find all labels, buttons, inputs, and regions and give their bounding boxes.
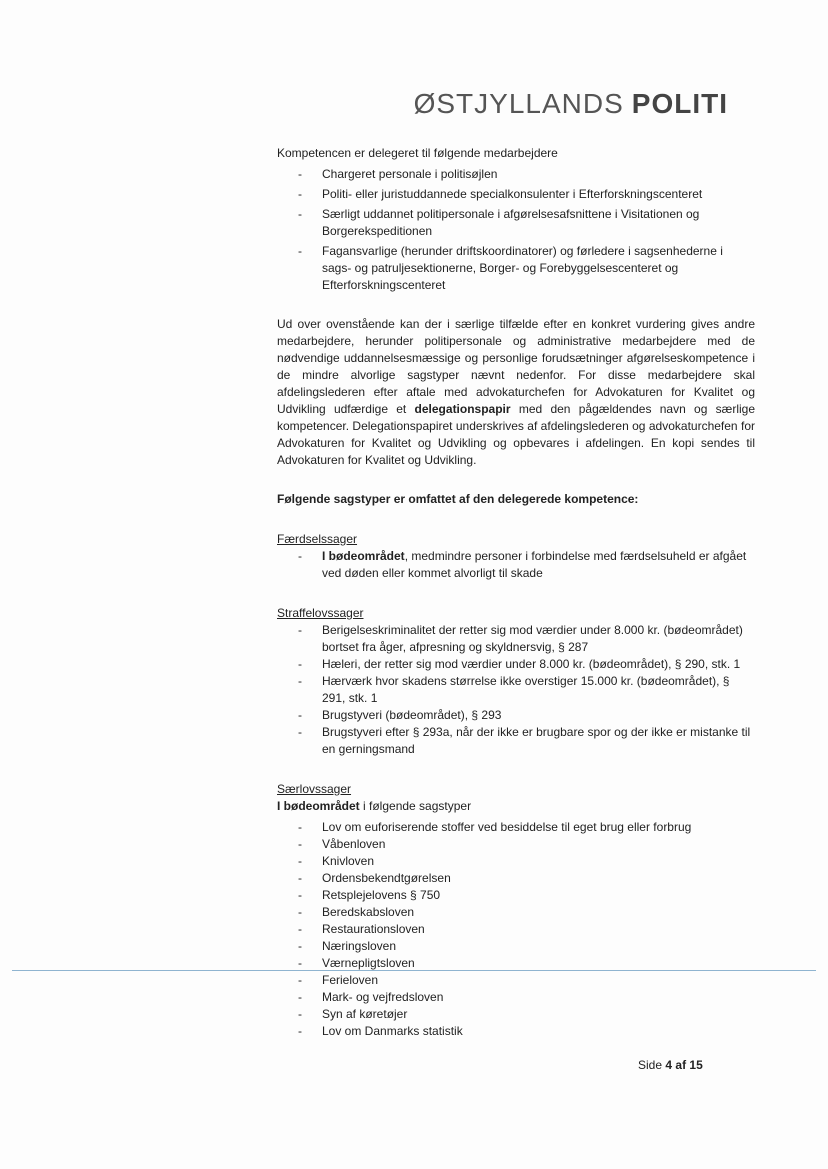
list-item: - Ordensbekendtgørelsen <box>277 870 755 887</box>
special-intro <box>277 798 755 815</box>
special-heading: Særlovssager <box>277 782 352 796</box>
list-item: - Politi- eller juristuddannede specialkonsulenter i Efterforskningscenteret <box>277 186 755 203</box>
document-body <box>277 145 755 1040</box>
page-prefix: Side <box>638 1058 663 1072</box>
list-item: - Lov om euforiserende stoffer ved besiddelse til eget brug eller forbrug <box>277 819 755 836</box>
list-item: - Knivloven <box>277 853 755 870</box>
item-text: , medmindre personer i forbindelse med færdselsuheld er afgået ved døden eller kommet alvorligt til skade <box>322 549 747 580</box>
bold-term: I bødeområdet <box>322 549 405 563</box>
logo-text-politi: POLITI <box>631 88 728 119</box>
criminal-list <box>277 622 755 758</box>
delegates-list <box>277 166 755 294</box>
traffic-heading: Færdselssager <box>277 532 358 546</box>
list-item: - Brugstyveri (bødeområdet), § 293 <box>277 707 755 724</box>
delegation-paper-term: delegationspapir <box>414 402 511 416</box>
list-item: - Brugstyveri efter § 293a, når der ikke er brugbare spor og der ikke er mistanke til en gerningsmand <box>277 724 755 758</box>
list-item: - Syn af køretøjer <box>277 1006 755 1023</box>
special-list <box>277 819 755 1040</box>
current-page: 4 <box>665 1058 673 1072</box>
intro-text: Kompetencen er delegeret til følgende medarbejdere <box>277 146 558 160</box>
list-item: - Beredskabsloven <box>277 904 755 921</box>
traffic-list <box>277 548 755 582</box>
list-item: - Næringsloven <box>277 938 755 955</box>
page-of: af <box>675 1058 687 1072</box>
paragraph-text: Ud over ovenstående kan der i særlige tilfælde efter en konkret vurdering gives andre medarbejdere, herunder politipersonale og administrative medarbejdere med de nødvendige uddannelsesmæssige og personlige forudsætninger afgørelseskompetence i de mindre alvorlige sagstyper nævnt nedenfor. For disse medarbejdere skal afdelingslederen efter aftale med advokaturchefen for Advokaturen for Kvalitet og Udvikling udfærdige et <box>277 317 755 416</box>
covered-types-heading: Følgende sagstyper er omfattet af den delegerede kompetence: <box>277 492 639 506</box>
list-item: - Lov om Danmarks statistik <box>277 1023 755 1040</box>
list-item: - Retsplejelovens § 750 <box>277 887 755 904</box>
list-item: - Værnepligtsloven <box>277 955 755 972</box>
list-item: - Chargeret personale i politisøjlen <box>277 166 755 183</box>
bold-term: I bødeområdet <box>277 799 360 813</box>
list-item: - Våbenloven <box>277 836 755 853</box>
list-item: - Mark- og vejfredsloven <box>277 989 755 1006</box>
page-number <box>638 1058 703 1072</box>
list-item: - Berigelseskriminalitet der retter sig mod værdier under 8.000 kr. (bødeområdet) bortset fra åger, afpresning og skyldnersvig, § 287 <box>277 622 755 656</box>
paragraph-text: med den pågældendes navn og særlige kompetencer. Delegationspapiret underskrives af afdelingslederen og advokaturchefen for Advokaturen for Kvalitet og Udvikling og opbevares i afdelingen. En kopi sendes til Advokaturen for Kvalitet og Udvikling. <box>277 402 756 467</box>
list-item: - Ferieloven <box>277 972 755 989</box>
item-text: i følgende sagstyper <box>359 799 472 813</box>
scan-line-divider <box>12 970 816 971</box>
police-logo <box>414 88 728 120</box>
criminal-heading: Straffelovssager <box>277 606 364 620</box>
logo-text-region: ØSTJYLLANDS <box>413 88 624 119</box>
list-item <box>277 548 755 582</box>
list-item: - Hæleri, der retter sig mod værdier under 8.000 kr. (bødeområdet), § 290, stk. 1 <box>277 656 755 673</box>
list-item: - Hærværk hvor skadens størrelse ikke overstiger 15.000 kr. (bødeområdet), § 291, stk. 1 <box>277 673 755 707</box>
list-item: - Fagansvarlige (herunder driftskoordinatorer) og førledere i sagsenhederne i sags- og patruljesektionerne, Borger- og Forebyggelsescenteret og Efterforskningscenteret <box>277 243 755 294</box>
list-item: - Særligt uddannet politipersonale i afgørelsesafsnittene i Visitationen og Borgerekspeditionen <box>277 206 755 240</box>
list-item: - Restaurationsloven <box>277 921 755 938</box>
delegation-paragraph <box>277 316 755 469</box>
total-pages: 15 <box>689 1058 703 1072</box>
